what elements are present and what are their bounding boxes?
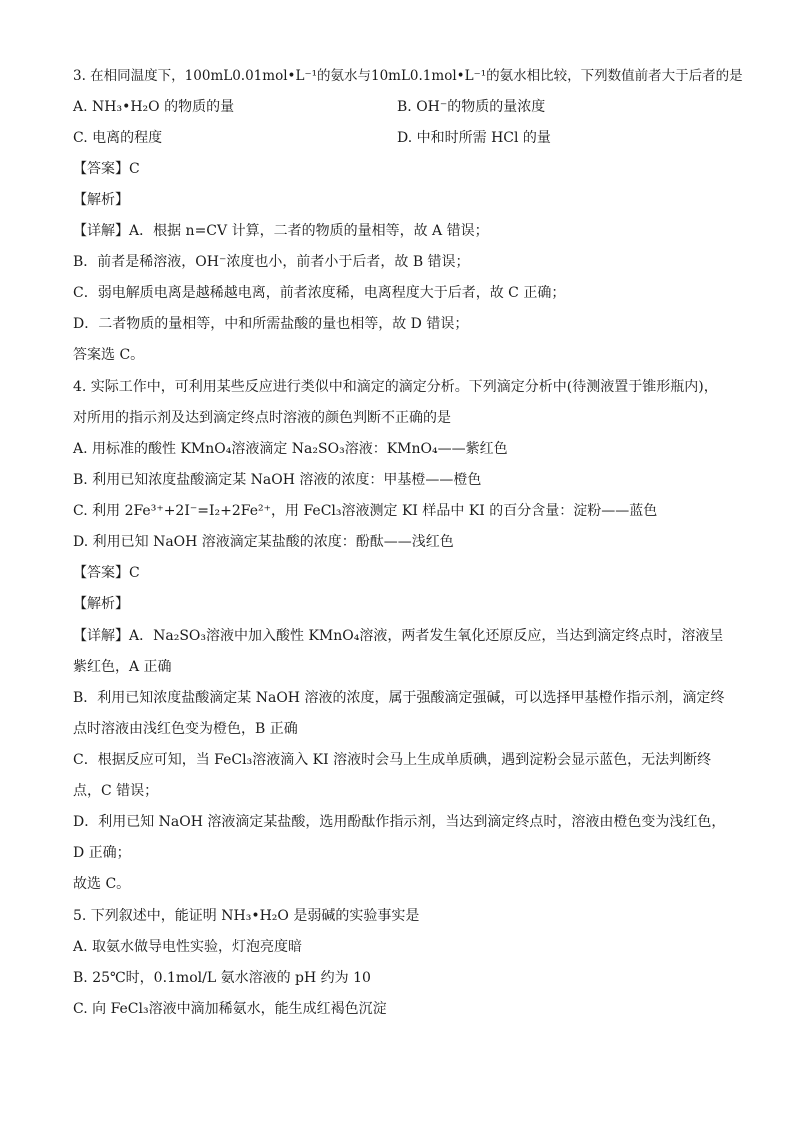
- q5-option-c: C. 向 FeCl₃溶液中滴加稀氨水，能生成红褐色沉淀: [73, 1001, 387, 1017]
- q4-detail-line: 紫红色，A 正确: [73, 659, 172, 675]
- q4-detail-line: D．利用已知 NaOH 溶液滴定某盐酸，选用酚酞作指示剂，当达到滴定终点时，溶液由橙色变为浅红色，: [73, 814, 726, 830]
- q3-detail-line: 【详解】A．根据 n=CV 计算，二者的物质的量相等，故 A 错误；: [73, 223, 489, 239]
- q3-detail-line: D．二者物质的量相等，中和所需盐酸的量也相等，故 D 错误；: [73, 316, 469, 332]
- q3-detail-line: B．前者是稀溶液，OH⁻浓度也小，前者小于后者，故 B 错误；: [73, 254, 470, 270]
- q4-detail-line: 点时溶液由浅红色变为橙色，B 正确: [73, 721, 298, 737]
- q4-stem-line1: 4. 实际工作中，可利用某些反应进行类似中和滴定的滴定分析。下列滴定分析中(待测液置于锥形瓶内)，: [73, 379, 718, 395]
- q3-option-c: C. 电离的程度: [73, 130, 163, 146]
- q3-stem: 3. 在相同温度下，100mL0.01mol•L⁻¹的氨水与10mL0.1mol•L⁻¹的氨水相比较，下列数值前者大于后者的是: [73, 68, 743, 84]
- q5-option-b: B. 25℃时，0.1mol/L 氨水溶液的 pH 约为 10: [73, 970, 371, 986]
- q4-stem-line2: 对所用的指示剂及达到滴定终点时溶液的颜色判断不正确的是: [73, 410, 451, 426]
- q4-option-a: A. 用标准的酸性 KMnO₄溶液滴定 Na₂SO₃溶液：KMnO₄——紫红色: [73, 441, 508, 457]
- q4-answer: 【答案】C: [73, 565, 140, 581]
- q4-detail-line: 点，C 错误；: [73, 783, 159, 799]
- q4-analysis-label: 【解析】: [73, 596, 129, 612]
- q4-detail-line: D 正确；: [73, 845, 131, 861]
- q3-option-a: A. NH₃•H₂O 的物质的量: [73, 99, 235, 115]
- q4-detail-line: 【详解】A．Na₂SO₃溶液中加入酸性 KMnO₄溶液，两者发生氧化还原反应，当达到滴定终点时，溶液呈: [73, 628, 724, 644]
- q5-option-a: A. 取氨水做导电性实验，灯泡亮度暗: [73, 939, 303, 955]
- q3-conclusion: 答案选 C。: [73, 347, 145, 363]
- q3-option-b: B. OH⁻的物质的量浓度: [397, 99, 546, 115]
- q4-detail-line: C．根据反应可知，当 FeCl₃溶液滴入 KI 溶液时会马上生成单质碘，遇到淀粉会显示蓝色，无法判断终: [73, 752, 712, 768]
- q3-option-d: D. 中和时所需 HCl 的量: [397, 130, 551, 146]
- q3-analysis-label: 【解析】: [73, 192, 129, 208]
- q4-option-d: D. 利用已知 NaOH 溶液滴定某盐酸的浓度：酚酞——浅红色: [73, 534, 454, 550]
- q4-option-c: C. 利用 2Fe³⁺+2I⁻=I₂+2Fe²⁺，用 FeCl₃溶液测定 KI 样品中 KI 的百分含量：淀粉——蓝色: [73, 503, 658, 519]
- q5-stem: 5. 下列叙述中，能证明 NH₃•H₂O 是弱碱的实验事实是: [73, 908, 420, 924]
- q4-detail-line: B．利用已知浓度盐酸滴定某 NaOH 溶液的浓度，属于强酸滴定强碱，可以选择甲基橙作指示剂，滴定终: [73, 690, 725, 706]
- q3-answer: 【答案】C: [73, 161, 140, 177]
- q4-conclusion: 故选 C。: [73, 876, 131, 892]
- q3-detail-line: C．弱电解质电离是越稀越电离，前者浓度稀，电离程度大于后者，故 C 正确；: [73, 285, 566, 301]
- q4-option-b: B. 利用已知浓度盐酸滴定某 NaOH 溶液的浓度：甲基橙——橙色: [73, 472, 482, 488]
